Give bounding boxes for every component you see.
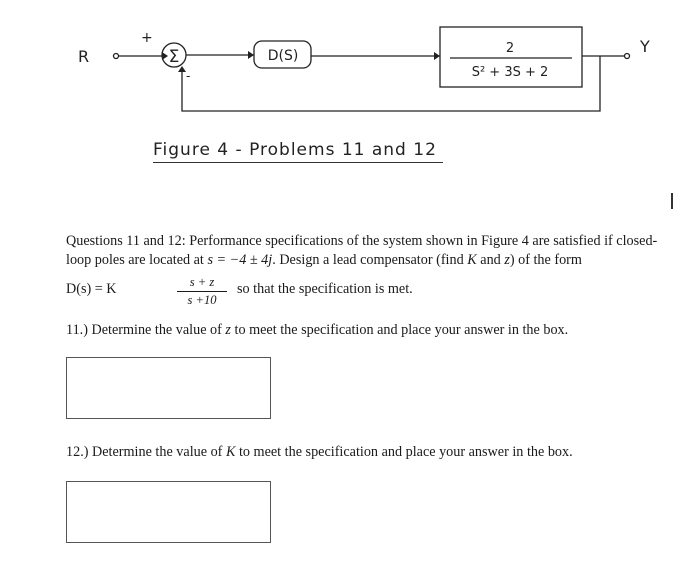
plus-sign: + <box>141 30 153 46</box>
intro-text-b: . Design a lead compensator (find <box>272 252 468 268</box>
controller-arrowhead <box>248 51 254 59</box>
intro-text-d: ) of the form <box>509 252 582 268</box>
question-12-var: K <box>225 444 236 460</box>
question-11-var: z <box>225 322 231 338</box>
question-12-post: to meet the specification and place your answer in the box. <box>235 444 573 460</box>
controller-label: D(S) <box>267 48 299 64</box>
problem-statement <box>66 232 666 270</box>
plant-denominator: S² + 3S + 2 <box>471 65 549 80</box>
intro-text-c: and <box>476 252 505 268</box>
equation-tail: so that the specification is met. <box>237 281 413 297</box>
output-label: Y <box>640 37 650 56</box>
compensator-equation <box>66 275 486 309</box>
summer-symbol: Σ <box>168 47 180 67</box>
plant-arrowhead <box>434 52 440 60</box>
fraction-bar <box>177 291 227 292</box>
answer-box-12[interactable] <box>66 481 271 543</box>
question-12 <box>66 444 573 461</box>
var-z: z <box>504 252 510 268</box>
text-cursor <box>671 193 673 209</box>
equation-fraction <box>177 275 227 308</box>
equation-lhs: D(s) = K <box>66 281 117 297</box>
answer-box-11[interactable] <box>66 357 271 419</box>
input-terminal <box>114 54 119 59</box>
minus-sign: - <box>186 69 191 83</box>
fraction-numerator: s + z <box>189 275 215 289</box>
figure-caption: Figure 4 - Problems 11 and 12 <box>153 140 443 163</box>
question-11-pre: 11.) Determine the value of <box>66 322 226 338</box>
pole-expression: s = −4 ± 4j <box>207 252 273 268</box>
question-11-post: to meet the specification and place your answer in the box. <box>230 322 569 338</box>
output-terminal <box>625 54 630 59</box>
intro-text-a: Questions 11 and 12: Performance specifications of the system shown in Figure 4 are satisfied if closed-loop poles are located at <box>66 233 658 268</box>
question-11 <box>66 322 568 339</box>
block-diagram <box>0 0 686 135</box>
fraction-denominator: s +10 <box>187 293 217 307</box>
input-arrowhead <box>162 52 168 60</box>
input-label: R <box>78 47 90 66</box>
var-k: K <box>467 252 477 268</box>
plant-numerator: 2 <box>505 41 515 56</box>
question-12-pre: 12.) Determine the value of <box>66 444 226 460</box>
